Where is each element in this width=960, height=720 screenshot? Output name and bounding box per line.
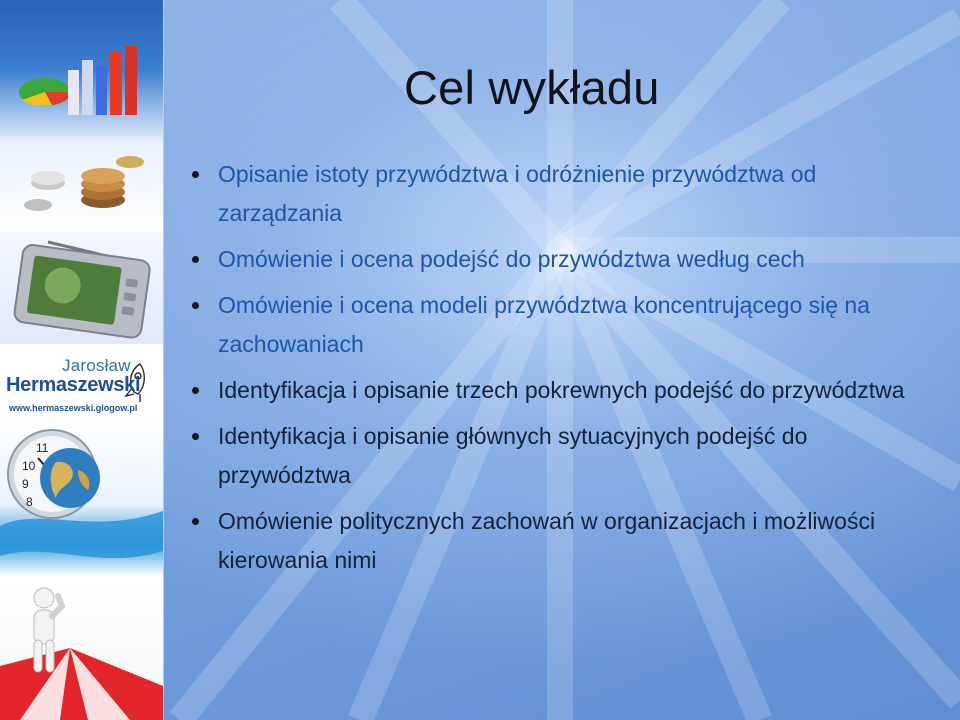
chart-coins-image — [0, 0, 163, 232]
bullet-item — [190, 371, 910, 410]
svg-text:10: 10 — [22, 459, 36, 473]
pda-device-image — [0, 232, 163, 344]
bullet-dot-icon — [192, 518, 199, 525]
bullet-dot-icon — [192, 171, 199, 178]
bullet-text: Identyfikacja i opisanie głównych sytuacyjnych podejść do przywództwa — [218, 423, 808, 488]
bullet-dot-icon — [192, 256, 199, 263]
clock-globe-image — [0, 416, 163, 576]
bullet-item — [190, 240, 910, 279]
bullet-item — [190, 155, 910, 233]
bullet-dot-icon — [192, 387, 199, 394]
left-image-strip — [0, 0, 164, 720]
bullet-text: Omówienie i ocena podejść do przywództwa według cech — [218, 246, 805, 272]
svg-text:11: 11 — [36, 441, 49, 455]
bullet-item — [190, 286, 910, 364]
slide-title: Cel wykładu — [404, 61, 660, 114]
svg-text:9: 9 — [22, 477, 29, 491]
thinking-figure-image — [0, 576, 163, 720]
bullet-text: Omówienie i ocena modeli przywództwa koncentrującego się na zachowaniach — [218, 292, 871, 357]
bullet-dot-icon — [192, 433, 199, 440]
bullet-text: Omówienie politycznych zachowań w organizacjach i możliwości kierowania nimi — [218, 508, 876, 573]
svg-text:8: 8 — [26, 495, 33, 509]
brand-logo — [0, 344, 163, 416]
brand-last-name: Hermaszewski — [6, 374, 141, 396]
bullet-dot-icon — [192, 302, 199, 309]
bullet-item — [190, 417, 910, 495]
bullet-item — [190, 502, 910, 580]
brand-url[interactable]: www.hermaszewski.glogow.pl — [9, 403, 138, 413]
brand-first-name: Jarosław — [62, 356, 131, 375]
bullet-text: Identyfikacja i opisanie trzech pokrewnych podejść do przywództwa — [218, 377, 905, 403]
bullet-text: Opisanie istoty przywództwa i odróżnienie przywództwa od zarządzania — [218, 161, 817, 226]
bullet-list — [190, 155, 910, 587]
